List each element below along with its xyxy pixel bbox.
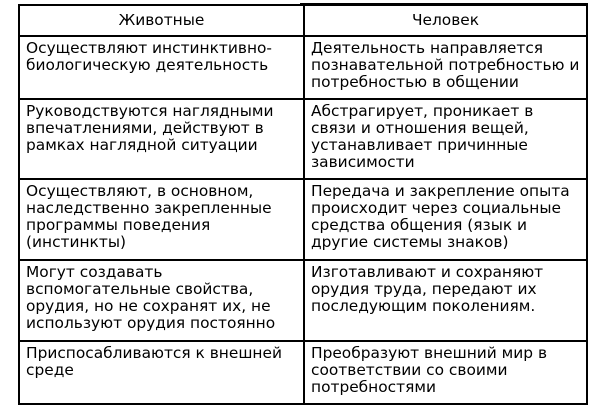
cell-text: Приспосабливаются к внешней среде <box>26 344 282 379</box>
cell-animals <box>19 179 304 260</box>
table-header-row <box>19 5 587 36</box>
comparison-table-container <box>18 4 586 405</box>
table-row <box>19 179 587 260</box>
cell-text: Руководствуются наглядными впечатлениями, действуют в рамках наглядной ситуации <box>26 102 274 154</box>
cell-human <box>304 36 587 99</box>
cell-text: Передача и закрепление опыта происходит через социальные средства общения (язык и другие системы знаков) <box>311 182 570 251</box>
cell-human <box>304 179 587 260</box>
table-row <box>19 36 587 99</box>
cell-text: Преобразуют внешний мир в соответствии со своими потребностями <box>311 344 548 396</box>
cell-text: Деятельность направляется познавательной потребностью и потребностью в общении <box>311 39 580 91</box>
cell-animals <box>19 341 304 404</box>
cell-text: Осуществляют, в основном, наследственно закрепленные программы поведения (инстинкты) <box>26 182 272 251</box>
top-border-line <box>300 3 588 5</box>
cell-text: Осуществляют инстинктивно-биологическую деятельность <box>26 39 272 74</box>
cell-animals <box>19 36 304 99</box>
cell-text: Абстрагирует, проникает в связи и отношения вещей, устанавливает причинные зависимости <box>311 102 534 171</box>
comparison-table <box>18 4 588 405</box>
cell-animals <box>19 260 304 341</box>
table-row <box>19 341 587 404</box>
table-row <box>19 260 587 341</box>
cell-text: Изготавливают и сохраняют орудия труда, передают их последующим поколениям. <box>311 263 544 315</box>
cell-animals <box>19 99 304 179</box>
header-animals: Животные <box>19 5 304 36</box>
cell-human <box>304 99 587 179</box>
cell-human <box>304 260 587 341</box>
cell-human <box>304 341 587 404</box>
table-row <box>19 99 587 179</box>
header-human: Человек <box>304 5 587 36</box>
cell-text: Могут создавать вспомогательные свойства, орудия, но не сохранят их, не используют орудия постоянно <box>26 263 276 332</box>
